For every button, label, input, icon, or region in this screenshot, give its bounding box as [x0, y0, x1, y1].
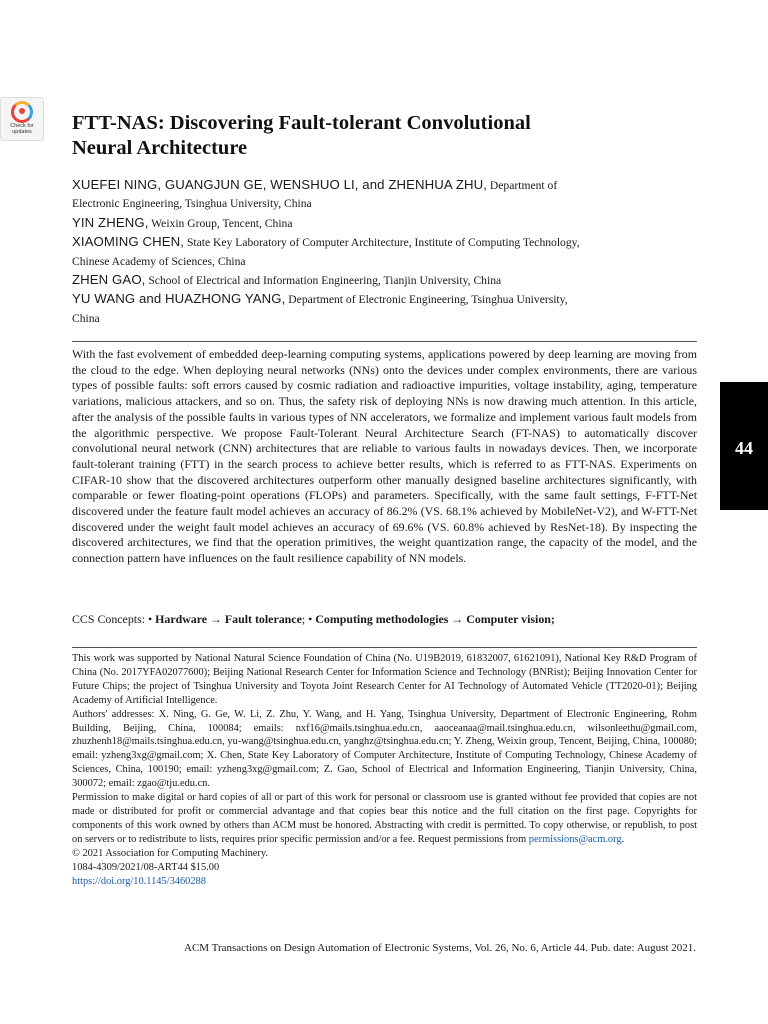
- author-group-3: [72, 233, 702, 252]
- abstract: With the fast evolvement of embedded deep-learning computing systems, applications powered by deep learning are moving from the cloud to the edge. When deploying neural networks (NNs) onto the devices under complex environments, there are various types of possible faults: soft errors caused by cosmic radiation and radioactive impurities, voltage instability, aging, temperature variations, malicious attackers, and so on. Thus, the safety risk of deploying NNs is now drawing much attention. In this article, after the analysis of the possible faults in various types of NN accelerators, we formalize and implement various fault models from the algorithmic perspective. We propose Fault-Tolerant Neural Architecture Search (FT-NAS) to automatically discover convolutional neural network (CNN) architectures that are reliable to various faults in nowadays devices. Then, we incorporate fault-tolerant training (FTT) in the search process to achieve better results, which is referred to as FTT-NAS. Experiments on CIFAR-10 show that the discovered architectures outperform other manually designed baseline architectures significantly, with comparable or fewer floating-point operations (FLOPs) and parameters. Specifically, with the same fault settings, F-FTT-Net discovered under the feature fault model achieves an accuracy of 86.2% (VS. 68.1% achieved by MobileNet-V2), and W-FTT-Net discovered under the weight fault model achieves an accuracy of 69.6% (VS. 60.8% achieved by ResNet-18). By inspecting the discovered architectures, we find that the operation primitives, the weight quantization range, the capacity of the model, and the connection pattern have influences on the fault resilience capability of NN models.: [72, 347, 697, 566]
- ccs-concepts: [72, 612, 697, 627]
- title-line-1: FTT-NAS: Discovering Fault-tolerant Convolutional: [72, 112, 531, 134]
- author-names: XIAOMING CHEN,: [72, 234, 185, 250]
- author-affiliation-cont: Chinese Academy of Sciences, China: [72, 254, 246, 268]
- badge-label-2: updates: [12, 129, 32, 135]
- footnotes: [72, 652, 697, 888]
- ccs-separator: ; •: [301, 612, 316, 626]
- author-names: ZHEN GAO,: [72, 272, 146, 288]
- author-affiliation: State Key Laboratory of Computer Architecture, Institute of Computing Technology,: [184, 236, 580, 250]
- ccs-concept-hardware: Hardware → Fault tolerance: [155, 612, 302, 626]
- author-affiliation-cont: China: [72, 311, 100, 325]
- title-line-2: Neural Architecture: [72, 137, 248, 159]
- permission-end: .: [621, 833, 625, 845]
- issn-line: 1084-4309/2021/08-ART44 $15.00: [72, 861, 220, 873]
- check-for-updates-badge[interactable]: [0, 97, 44, 141]
- author-group-1: [72, 176, 702, 195]
- author-group-4: [72, 271, 702, 290]
- article-number-tab: [720, 382, 768, 510]
- journal-footer: ACM Transactions on Design Automation of Electronic Systems, Vol. 26, No. 6, Article 44. Pub. date: August 2021.: [184, 942, 696, 954]
- author-names: YIN ZHENG,: [72, 214, 149, 230]
- abstract-top-rule: [72, 341, 697, 342]
- author-affiliation-cont: Electronic Engineering, Tsinghua University, China: [72, 197, 312, 211]
- article-number: 44: [735, 438, 753, 458]
- author-addresses: Authors' addresses: X. Ning, G. Ge, W. Li, Z. Zhu, Y. Wang, and H. Yang, Tsinghua University, Department of Electronic Engineering, Rohm Building, Beijing, China, 100084; emails: nxf16@mails.tsinghua.edu.cn, aaoceanaa@mail.tsinghua.edu.cn, wilsonleethu@gmail.com, zhuzhenh18@mails.tsinghua.edu.cn, yu-wang@tsinghua.edu.cn, yanghz@tsinghua.edu.cn; Y. Zheng, Weixin group, Tencent, Beijing, China, 100080; email: yzheng3xg@gmail.com; X. Chen, State Key Laboratory of Computer Architecture, Institute of Computing Technology, Chinese Academy of Sciences, China, 100190; email: yzheng3xg@gmail.com; Z. Gao, School of Electrical and Information Engineering, Tianjin University, China, 300072; email: zgao@tju.edu.cn.: [72, 708, 697, 790]
- permission-note: [72, 791, 697, 847]
- author-names: XUEFEI NING, GUANGJUN GE, WENSHUO LI, and ZHENHUA ZHU,: [72, 177, 488, 192]
- badge-label-1: Check for: [10, 123, 34, 129]
- author-affiliation: Department of Electronic Engineering, Tsinghua University,: [285, 293, 568, 307]
- author-affiliation: Weixin Group, Tencent, China: [148, 216, 293, 230]
- author-group-5: [72, 290, 702, 309]
- permissions-email-link[interactable]: permissions@acm.org: [528, 833, 622, 845]
- copyright-line: © 2021 Association for Computing Machinery.: [72, 847, 268, 859]
- author-affiliation: School of Electrical and Information Engineering, Tianjin University, China: [145, 274, 502, 288]
- author-group-2: [72, 214, 702, 233]
- ccs-concept-computing: Computing methodologies → Computer vision;: [315, 612, 555, 626]
- crossmark-icon: [11, 101, 33, 123]
- doi-link[interactable]: https://doi.org/10.1145/3460288: [72, 875, 206, 887]
- author-affiliation: Department of: [487, 179, 558, 192]
- permission-text: Permission to make digital or hard copies of all or part of this work for personal or classroom use is granted without fee provided that copies are not made or distributed for profit or commercial advantage and that copies bear this notice and the full citation on the first page. Copyrights for components of this work owned by others than ACM must be honored. Abstracting with credit is permitted. To copy otherwise, or republish, to post on servers or to redistribute to lists, requires prior specific permission and/or a fee. Request permissions from: [72, 792, 697, 845]
- author-list: [72, 176, 702, 328]
- footnote-rule: [72, 647, 697, 648]
- author-names: YU WANG and HUAZHONG YANG,: [72, 291, 286, 307]
- funding-note: This work was supported by National Natural Science Foundation of China (No. U19B2019, 61832007, 61621091), National Key R&D Program of China (No. 2017YFA02077600); Beijing National Research Center for Information Science and Technology (BNRist); Beijing Innovation Center for Future Chips; the project of Tsinghua University and Toyota Joint Research Center for AI Technology of Automated Vehicle (TT2020-01); Beijing Academy of Artificial Intelligence.: [72, 653, 697, 706]
- ccs-label: CCS Concepts: •: [72, 612, 156, 626]
- paper-title: [72, 111, 632, 161]
